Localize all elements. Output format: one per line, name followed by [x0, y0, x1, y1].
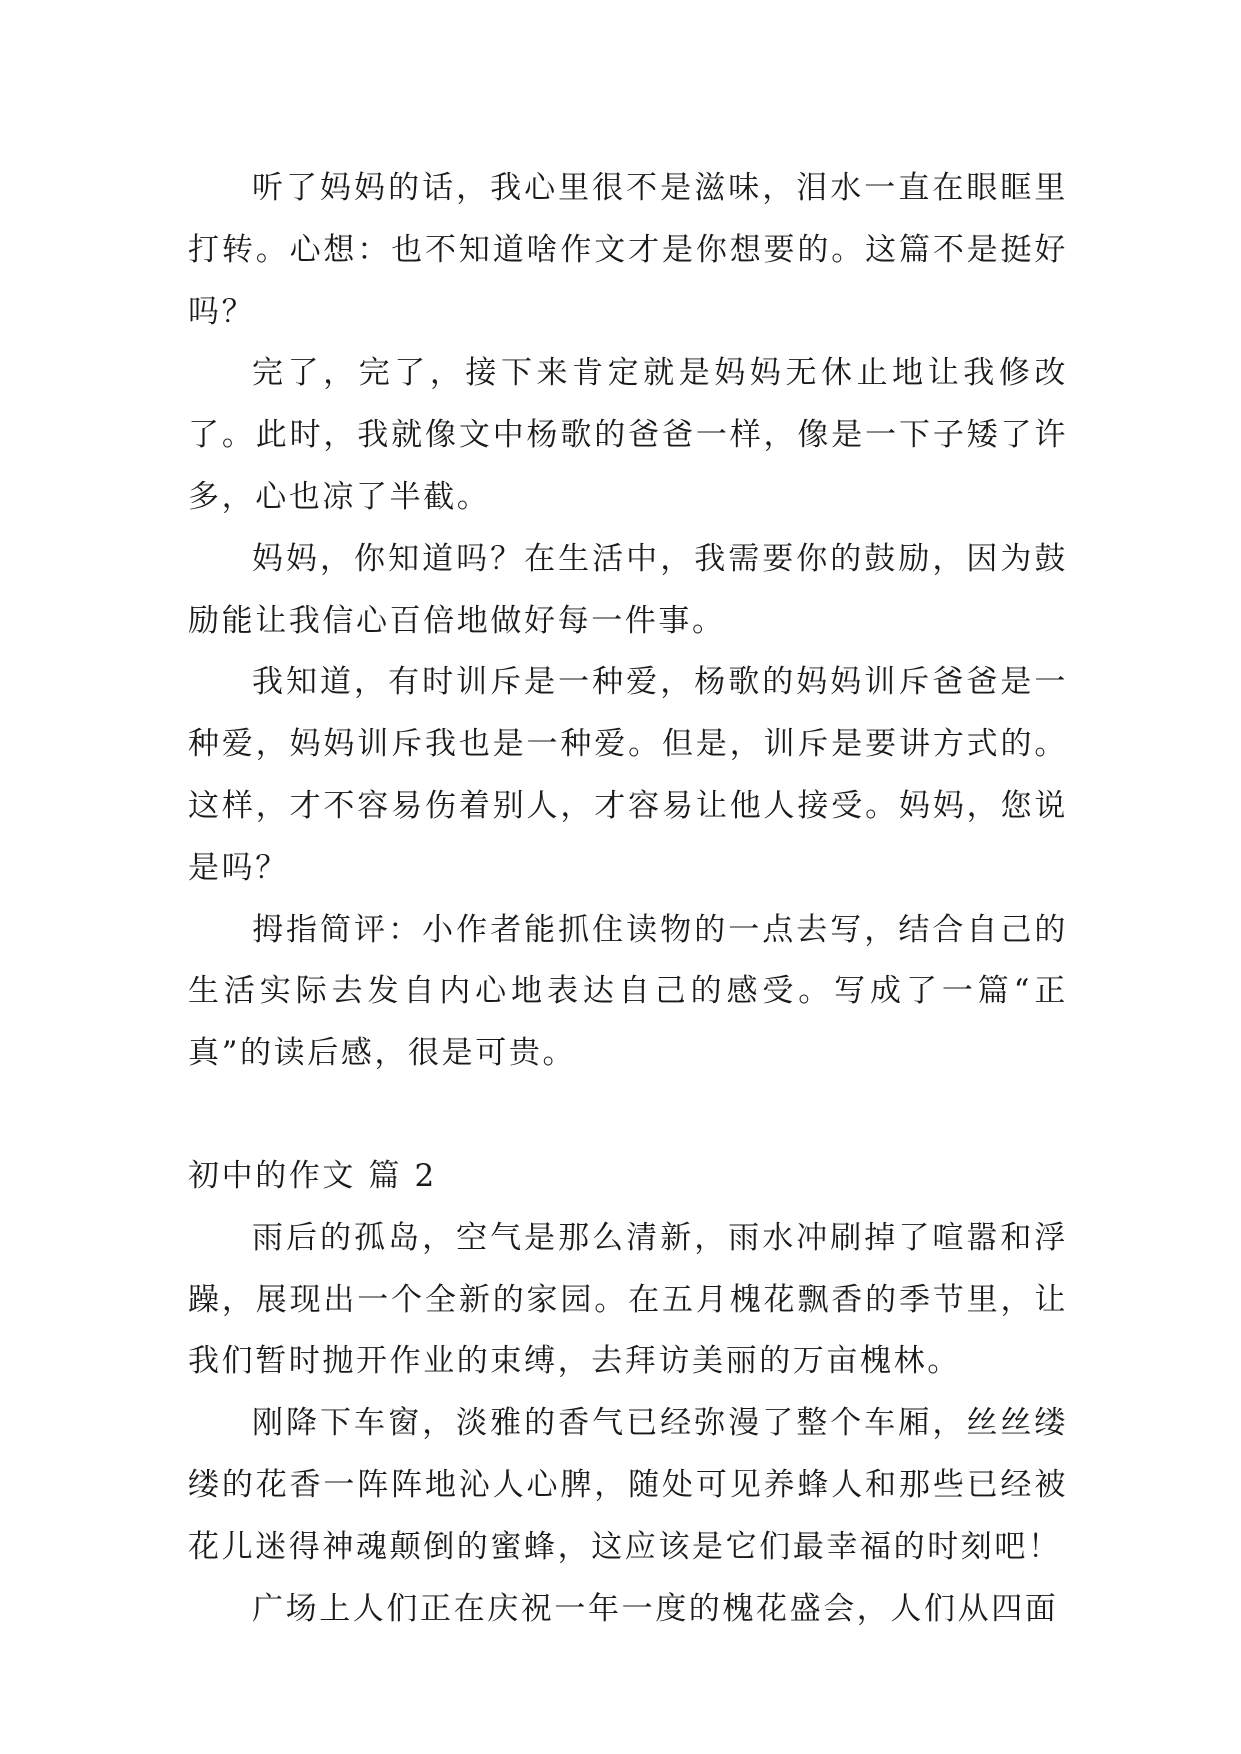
- paragraph: 广场上人们正在庆祝一年一度的槐花盛会，人们从四面: [252, 1590, 1059, 1627]
- document-page: [188, 158, 1068, 1640]
- paragraph: 雨后的孤岛，空气是那么清新，雨水冲刷掉了喧嚣和浮躁，展现出一个全新的家园。在五月槐花飘香的季节里，让我们暂时抛开作业的束缚，去拜访美丽的万亩槐林。: [188, 1219, 1068, 1380]
- paragraph: 听了妈妈的话，我心里很不是滋味，泪水一直在眼眶里打转。心想：也不知道啥作文才是你想要的。这篇不是挺好吗？: [188, 170, 1068, 330]
- section-heading: 初中的作文 篇 2: [188, 1157, 437, 1194]
- paragraph: 我知道，有时训斥是一种爱，杨歌的妈妈训斥爸爸是一种爱，妈妈训斥我也是一种爱。但是，训斥是要讲方式的。这样，才不容易伤着别人，才容易让他人接受。妈妈，您说是吗？: [188, 664, 1068, 886]
- paragraph-commentary: 拇指简评：小作者能抓住读物的一点去写，结合自己的生活实际去发自内心地表达自己的感受。写成了一篇“正真”的读后感，很是可贵。: [188, 911, 1068, 1072]
- paragraph: 妈妈，你知道吗？在生活中，我需要你的鼓励，因为鼓励能让我信心百倍地做好每一件事。: [188, 540, 1068, 639]
- paragraph: 刚降下车窗，淡雅的香气已经弥漫了整个车厢，丝丝缕缕的花香一阵阵地沁人心脾，随处可见养蜂人和那些已经被花儿迷得神魂颠倒的蜜蜂，这应该是它们最幸福的时刻吧！: [188, 1405, 1068, 1565]
- paragraph: 完了，完了，接下来肯定就是妈妈无休止地让我修改了。此时，我就像文中杨歌的爸爸一样，像是一下子矮了许多，心也凉了半截。: [188, 355, 1068, 515]
